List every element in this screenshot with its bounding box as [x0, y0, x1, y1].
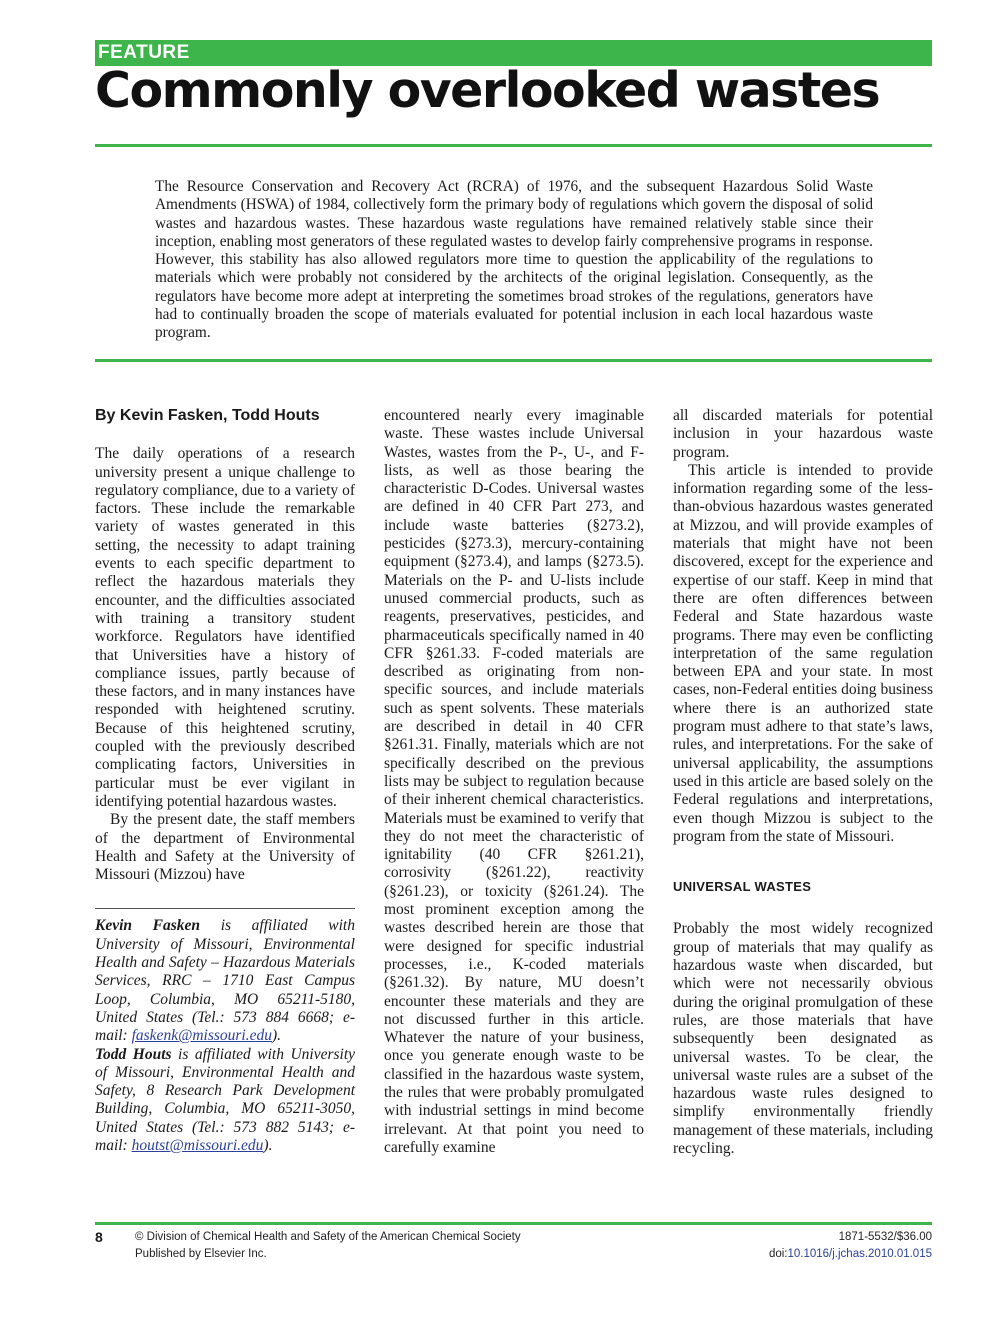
column-3 [673, 407, 933, 1158]
page-title: Commonly overlooked wastes [95, 62, 880, 119]
body-paragraph: encountered nearly every imaginable waste. These wastes include Universal Wastes, wastes from the P-, U-, and F-lists, as well as those bearing the characteristic D-Codes. Universal wastes are defined in 40 CFR Part 273, and include waste batteries (§273.2), pesticides (§273.3), mercury-containing equipment (§273.4), and lamps (§273.5). Materials on the P- and U-lists include unused commercial products, such as reagents, preservatives, pesticides, and pharmaceuticals specifically named in 40 CFR §261.33. F-coded materials are described as originating from non-specific sources, and include materials such as spent solvents. These materials are described in detail in 40 CFR §261.31. Finally, materials which are not specifically described on the previous lists may be subject to regulation because of their inherent chemical characteristics. Materials must be examined to verify that they do not meet the characteristic of ignitability (40 CFR §261.21), corrosivity (§261.22), reactivity (§261.23), or toxicity (§261.24). The most prominent exception among the wastes described herein are those that were designed for specific industrial processes, i.e., K-coded materials (§261.32). By nature, MU doesn’t encounter these materials and they are not discussed further in this article. Whatever the nature of your business, once you generate enough waste to be classified in the hazardous waste system, the rules that were probably promulgated with industrial settings in mind become irrelevant. At that point you need to carefully examine [384, 407, 644, 1156]
email-link[interactable]: houtst@missouri.edu [131, 1136, 264, 1154]
doi-line [769, 1246, 932, 1263]
page-number: 8 [95, 1229, 103, 1245]
affiliation-text: is affiliated with University of Missouri, Environmental Health and Safety, 8 Research Park Development Building, Columbia, MO 65211-3050, United States (Tel.: 573 882 5143; e-mail: [95, 1045, 356, 1154]
footer-right [769, 1229, 932, 1263]
footer-divider [95, 1222, 932, 1225]
affiliation-divider [95, 908, 355, 909]
body-paragraph: The daily operations of a research university present a unique challenge to regulatory compliance, due to a variety of factors. These include the remarkable variety of wastes generated in this setting, the necessity to adapt training events to each specific department to reflect the hazardous materials they encounter, and the difficulties associated with training a transitory student workforce. Regulators have identified that Universities have a history of compliance issues, partly because of these factors, and in many instances have responded with heightened scrutiny. Because of this heightened scrutiny, coupled with the previously described complicating factors, Universities in particular must be ever vigilant in identifying potential hazardous wastes. [95, 445, 355, 810]
body-paragraph: This article is intended to provide information regarding some of the less-than-obvious hazardous wastes generated at Mizzou, and will provide examples of materials that might have not been discovered, except for the experience and expertise of our staff. Keep in mind that there are often differences between Federal and State hazardous waste programs. There may even be conflicting interpretation of the same regulation between EPA and your state. In most cases, non-Federal entities doing business where there is an authorized state program must adhere to that state’s laws, rules, and interpretations. For the sake of universal applicability, the assumptions used in this article are based solely on the Federal regulations and interpretations, even though Mizzou is subject to the program from the state of Missouri. [673, 461, 933, 845]
doi-link[interactable]: 10.1016/j.jchas.2010.01.015 [787, 1248, 932, 1260]
column-1 [95, 407, 355, 1155]
affiliation-end: ). [272, 1027, 282, 1045]
section-label: FEATURE [98, 42, 190, 63]
author-name: Todd Houts [95, 1045, 172, 1063]
body-paragraph: all discarded materials for potential inclusion in your hazardous waste program. [673, 407, 933, 461]
email-link[interactable]: faskenk@missouri.edu [131, 1027, 272, 1045]
section-heading: UNIVERSAL WASTES [673, 879, 812, 895]
abstract-divider [95, 359, 932, 362]
body-paragraph: Probably the most widely recognized group of materials that may qualify as hazardous waste when discarded, but which were not necessarily obvious during the original promulgation of these rules, are those materials that have subsequently been designated as universal wastes. To be clear, the universal waste rules are a subset of the hazardous waste rules designed to simplify environmentally friendly management of these materials, including recycling. [673, 920, 933, 1157]
copyright-notice: © Division of Chemical Health and Safety of the American Chemical Society [135, 1231, 521, 1243]
publisher-notice: Published by Elsevier Inc. [135, 1248, 267, 1260]
author-name: Kevin Fasken [95, 917, 201, 935]
title-divider [95, 144, 932, 147]
author-affiliation [95, 1046, 355, 1156]
body-paragraph: By the present date, the staff members of the department of Environmental Health and Safety at the University of Missouri (Mizzou) have [95, 811, 355, 884]
affiliation-end: ). [263, 1136, 273, 1154]
column-2 [384, 407, 644, 1157]
byline: By Kevin Fasken, Todd Houts [95, 407, 320, 424]
abstract: The Resource Conservation and Recovery Act (RCRA) of 1976, and the subsequent Hazardous Solid Waste Amendments (HSWA) of 1984, collectively form the primary body of regulations which govern the disposal of solid wastes and hazardous wastes. These hazardous waste regulations have remained relatively stable since their inception, enabling most generators of these regulated wastes to develop fairly comprehensive programs in response. However, this stability has also allowed regulators more time to question the applicability of the regulations to materials which were probably not considered by the architects of the original legislation. Consequently, as the regulators have become more adept at interpreting the sometimes broad strokes of the regulations, generators have had to continually broaden the scope of materials evaluated for potential inclusion in each local hazardous waste program. [155, 178, 873, 342]
issn-price: 1871-5532/$36.00 [838, 1231, 932, 1243]
footer-left [135, 1229, 521, 1263]
doi-prefix: doi: [768, 1248, 788, 1260]
affiliation-text: is affiliated with University of Missouri, Environmental Health and Safety – Hazardous Materials Services, RRC – 1710 East Campus Loop, Columbia, MO 65211-5180, United States (Tel.: 573 884 6668; e-mail: [95, 917, 355, 1045]
author-affiliation [95, 917, 355, 1045]
